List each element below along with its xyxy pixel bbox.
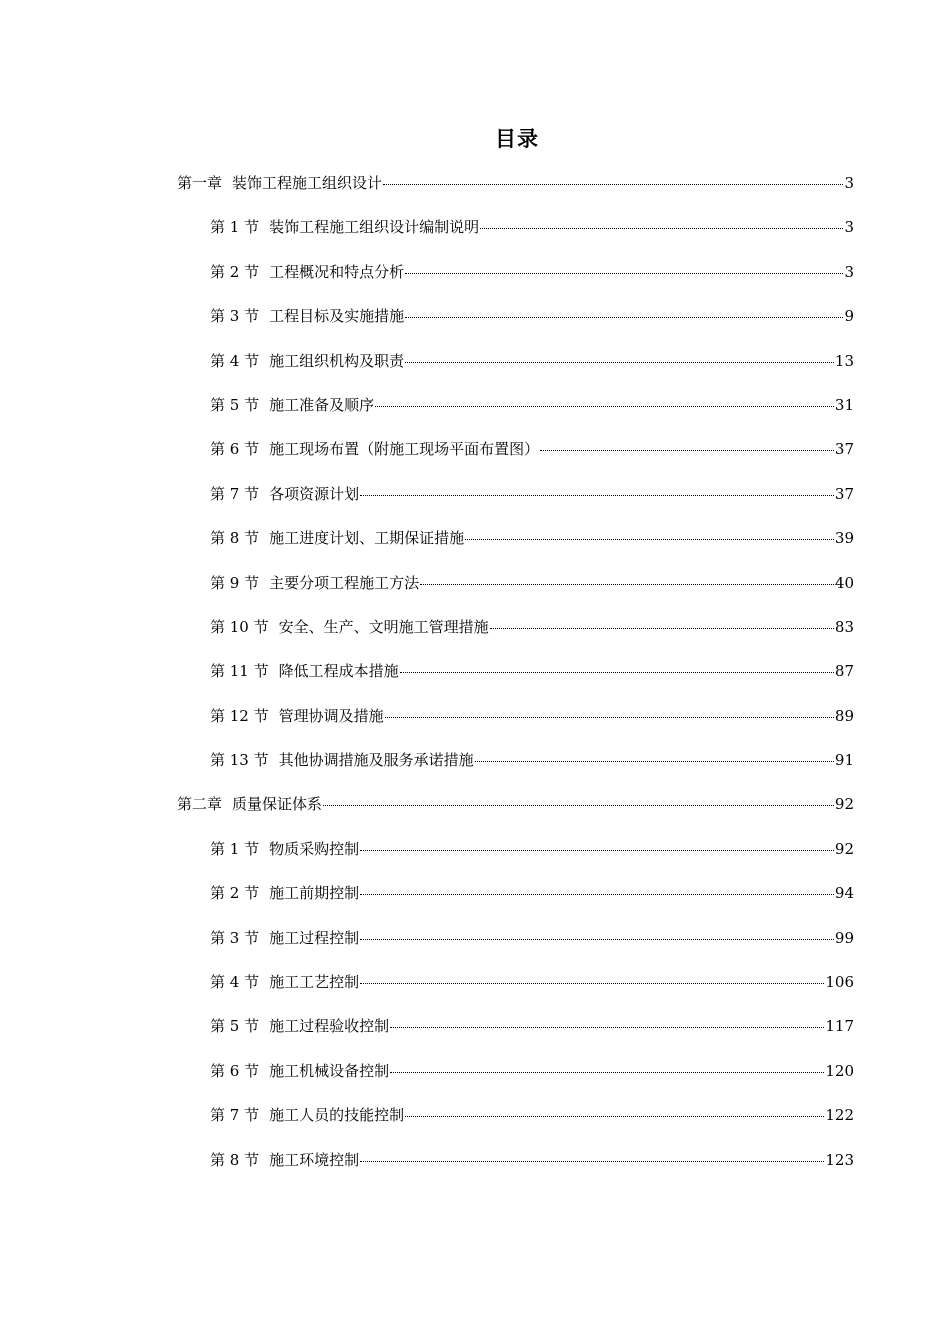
toc-chapter-entry[interactable]	[177, 168, 854, 212]
entry-number: 第 12 节	[210, 706, 269, 725]
entry-number: 第 5 节	[210, 395, 260, 414]
toc-section-entry[interactable]	[210, 1145, 854, 1189]
dot-leader	[475, 761, 834, 762]
entry-page-number: 3	[844, 218, 854, 237]
entry-page-number: 92	[834, 795, 854, 814]
entry-title: 各项资源计划	[269, 484, 360, 503]
dot-leader	[390, 1027, 824, 1028]
entry-title: 施工准备及顺序	[269, 395, 375, 414]
entry-number: 第 7 节	[210, 1106, 260, 1125]
entry-number: 第 4 节	[210, 973, 260, 992]
entry-number: 第 5 节	[210, 1017, 260, 1036]
entry-number: 第 6 节	[210, 440, 260, 459]
entry-title: 其他协调措施及服务承诺措施	[278, 751, 474, 770]
dot-leader	[405, 273, 843, 274]
entry-number: 第 2 节	[210, 262, 260, 281]
dot-leader	[323, 805, 834, 806]
entry-number: 第二章	[177, 795, 223, 814]
entry-page-number: 3	[844, 174, 854, 192]
toc-section-entry[interactable]	[210, 1100, 854, 1144]
toc-section-entry[interactable]	[210, 656, 854, 700]
toc-section-entry[interactable]	[210, 878, 854, 922]
entry-page-number: 83	[834, 617, 854, 636]
dot-leader	[400, 672, 834, 673]
entry-title: 工程目标及实施措施	[269, 307, 405, 326]
entry-title: 施工机械设备控制	[269, 1061, 390, 1080]
entry-page-number: 92	[834, 839, 854, 858]
entry-page-number: 37	[834, 440, 854, 459]
toc-section-entry[interactable]	[210, 1011, 854, 1055]
toc-section-entry[interactable]	[210, 434, 854, 478]
entry-title: 施工组织机构及职责	[269, 351, 405, 370]
entry-number: 第 1 节	[210, 839, 260, 858]
toc-section-entry[interactable]	[210, 967, 854, 1011]
dot-leader	[360, 850, 834, 851]
toc-section-entry[interactable]	[210, 257, 854, 301]
entry-page-number: 40	[834, 573, 854, 592]
dot-leader	[480, 228, 843, 229]
entry-page-number: 3	[844, 262, 854, 281]
entry-page-number: 13	[834, 351, 854, 370]
entry-title: 物质采购控制	[269, 839, 360, 858]
entry-title: 施工环境控制	[269, 1150, 360, 1169]
dot-leader	[420, 584, 834, 585]
entry-page-number: 117	[825, 1017, 854, 1036]
entry-number: 第 9 节	[210, 573, 260, 592]
entry-title: 施工工艺控制	[269, 973, 360, 992]
entry-title: 装饰工程施工组织设计编制说明	[269, 218, 480, 237]
dot-leader	[405, 362, 834, 363]
toc-section-entry[interactable]	[210, 212, 854, 256]
entry-title: 施工前期控制	[269, 884, 360, 903]
toc-section-entry[interactable]	[210, 301, 854, 345]
entry-number: 第 8 节	[210, 1150, 260, 1169]
entry-title: 施工过程控制	[269, 928, 360, 947]
dot-leader	[383, 184, 843, 185]
toc-section-entry[interactable]	[210, 568, 854, 612]
dot-leader	[360, 939, 834, 940]
dot-leader	[405, 1116, 824, 1117]
entry-page-number: 99	[834, 928, 854, 947]
entry-page-number: 89	[834, 706, 854, 725]
entry-title: 管理协调及措施	[278, 706, 384, 725]
entry-title: 工程概况和特点分析	[269, 262, 405, 281]
dot-leader	[405, 317, 843, 318]
dot-leader	[390, 1072, 824, 1073]
entry-title: 施工人员的技能控制	[269, 1106, 405, 1125]
entry-title: 质量保证体系	[232, 795, 323, 814]
toc-section-entry[interactable]	[210, 523, 854, 567]
toc-section-entry[interactable]	[210, 390, 854, 434]
entry-number: 第 10 节	[210, 617, 269, 636]
entry-number: 第 3 节	[210, 928, 260, 947]
dot-leader	[360, 495, 834, 496]
entry-title: 降低工程成本措施	[278, 662, 399, 681]
dot-leader	[360, 983, 824, 984]
toc-section-entry[interactable]	[210, 834, 854, 878]
entry-number: 第一章	[177, 174, 223, 192]
entry-number: 第 11 节	[210, 662, 269, 681]
entry-page-number: 31	[834, 395, 854, 414]
dot-leader	[360, 1161, 824, 1162]
toc-section-entry[interactable]	[210, 701, 854, 745]
toc-section-entry[interactable]	[210, 479, 854, 523]
entry-number: 第 6 节	[210, 1061, 260, 1080]
entry-number: 第 3 节	[210, 307, 260, 326]
entry-number: 第 8 节	[210, 529, 260, 548]
entry-title: 施工过程验收控制	[269, 1017, 390, 1036]
entry-number: 第 1 节	[210, 218, 260, 237]
entry-page-number: 9	[844, 307, 854, 326]
entry-page-number: 91	[834, 751, 854, 770]
entry-page-number: 106	[825, 973, 854, 992]
entry-title: 安全、生产、文明施工管理措施	[278, 617, 489, 636]
dot-leader	[375, 406, 834, 407]
entry-page-number: 94	[834, 884, 854, 903]
entry-number: 第 4 节	[210, 351, 260, 370]
entry-number: 第 13 节	[210, 751, 269, 770]
toc-section-entry[interactable]	[210, 923, 854, 967]
toc-list	[0, 168, 950, 1189]
dot-leader	[360, 894, 834, 895]
entry-page-number: 39	[834, 529, 854, 548]
toc-title: 目录	[495, 126, 539, 151]
dot-leader	[465, 539, 834, 540]
entry-page-number: 87	[834, 662, 854, 681]
toc-section-entry[interactable]	[210, 346, 854, 390]
dot-leader	[490, 628, 834, 629]
toc-section-entry[interactable]	[210, 745, 854, 789]
entry-page-number: 120	[825, 1061, 854, 1080]
entry-title: 装饰工程施工组织设计	[232, 174, 383, 192]
toc-section-entry[interactable]	[210, 612, 854, 656]
dot-leader	[385, 717, 834, 718]
entry-page-number: 37	[834, 484, 854, 503]
entry-page-number: 123	[825, 1150, 854, 1169]
entry-page-number: 122	[825, 1106, 854, 1125]
entry-number: 第 7 节	[210, 484, 260, 503]
toc-section-entry[interactable]	[210, 1056, 854, 1100]
dot-leader	[540, 450, 834, 451]
entry-title: 施工进度计划、工期保证措施	[269, 529, 465, 548]
entry-number: 第 2 节	[210, 884, 260, 903]
entry-title: 施工现场布置（附施工现场平面布置图）	[269, 440, 540, 459]
toc-chapter-entry[interactable]	[177, 789, 854, 833]
entry-title: 主要分项工程施工方法	[269, 573, 420, 592]
